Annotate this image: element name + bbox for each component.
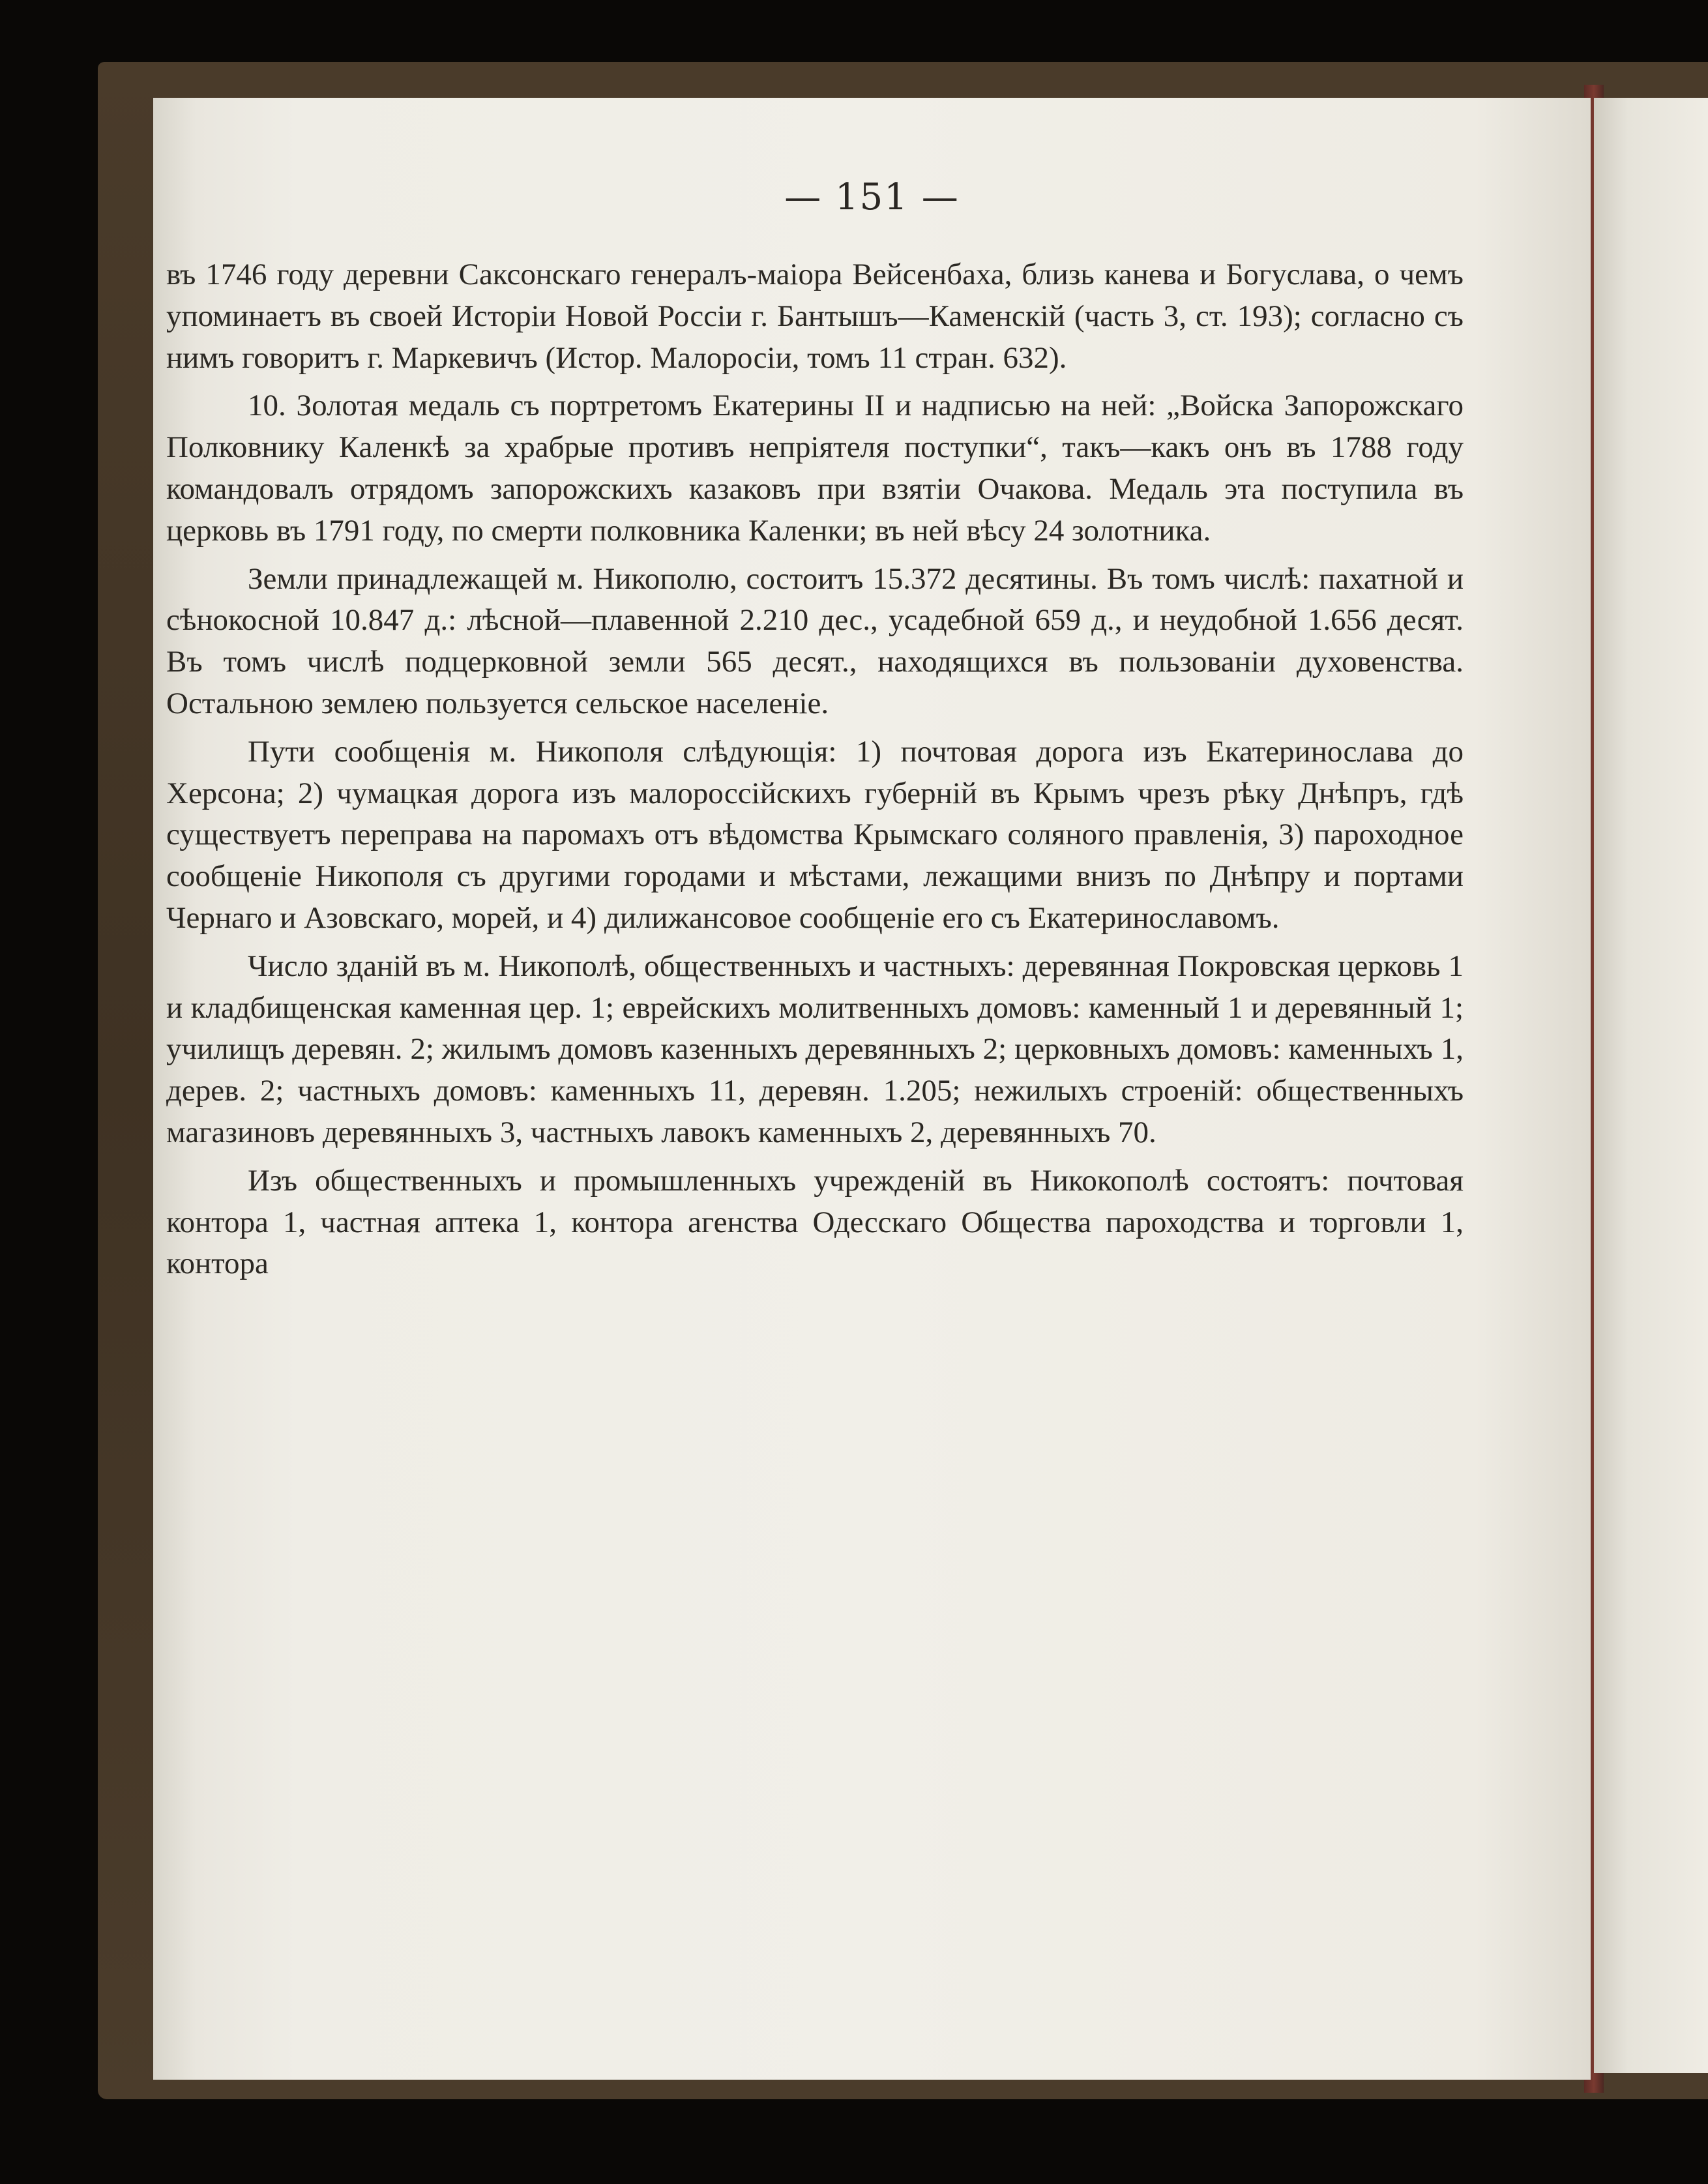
page-text (166, 254, 1464, 1291)
paragraph-3: Земли принадлежащей м. Никополю, состоитъ 15.372 десятины. Въ томъ числѣ: пахатной и сѣнокосной 10.847 д.: лѣсной—плавенной 2.210 дес., усадебной 659 д., и неудобной 1.656 десят. Въ томъ числѣ подцерковной земли 565 десят., находящихся въ пользованіи духовенства. Остальною землею пользуется сельское населеніе. (166, 561, 1464, 720)
page-number: — 151 — (784, 176, 960, 218)
paragraph-2: 10. Золотая медаль съ портретомъ Екатерины II и надписью на ней: „Войска Запорожскаго Полковнику Каленкѣ за храбрые противъ непріятеля поступки“, такъ—какъ онъ въ 1788 году командовалъ отрядомъ запорожскихъ казаковъ при взятіи Очакова. Медаль эта поступила въ церковь въ 1791 году, по смерти полковника Каленки; въ ней вѣсу 24 золотника. (166, 389, 1464, 548)
facing-page-edge (1594, 98, 1708, 2073)
paragraph-6: Изъ общественныхъ и промышленныхъ учрежденій въ Никокополѣ состоятъ: почтовая контора 1, частная аптека 1, контора агенства Одесскаго Общества пароходства и торговли 1, контора (166, 1163, 1464, 1281)
paragraph-5: Число зданій въ м. Никополѣ, общественныхъ и частныхъ: деревянная Покровская церковь 1 и кладбищенская каменная цер. 1; еврейскихъ молитвенныхъ домовъ: каменный 1 и деревянный 1; училищъ деревян. 2; жилымъ домовъ казенныхъ деревянныхъ 2; церковныхъ домовъ: каменныхъ 1, дерев. 2; частныхъ домовъ: каменныхъ 11, деревян. 1.205; нежилыхъ строеній: общественныхъ магазиновъ деревянныхъ 3, частныхъ лавокъ каменныхъ 2, деревянныхъ 70. (166, 949, 1464, 1149)
paragraph-1: въ 1746 году деревни Саксонскаго генералъ-маіора Вейсенбаха, близь канева и Богуслава, о чемъ упоминаетъ въ своей Исторіи Новой Россіи г. Бантышъ—Каменскій (часть 3, ст. 193); согласно съ нимъ говоритъ г. Маркевичъ (Истор. Малоросіи, томъ 11 стран. 632). (166, 258, 1464, 375)
paragraph-4: Пути сообщенія м. Никополя слѣдующія: 1) почтовая дорога изъ Екатеринослава до Херсона; 2) чумацкая дорога изъ малороссійскихъ губерній въ Крымъ чрезъ рѣку Днѣпръ, гдѣ существуетъ переправа на паромахъ отъ вѣдомства Крымскаго соляного правленія, 3) пароходное сообщеніе Никополя съ другими городами и мѣстами, лежащими внизъ по Днѣпру и портами Чернаго и Азовскаго, морей, и 4) дилижансовое сообщеніе его съ Екатеринославомъ. (166, 734, 1464, 935)
